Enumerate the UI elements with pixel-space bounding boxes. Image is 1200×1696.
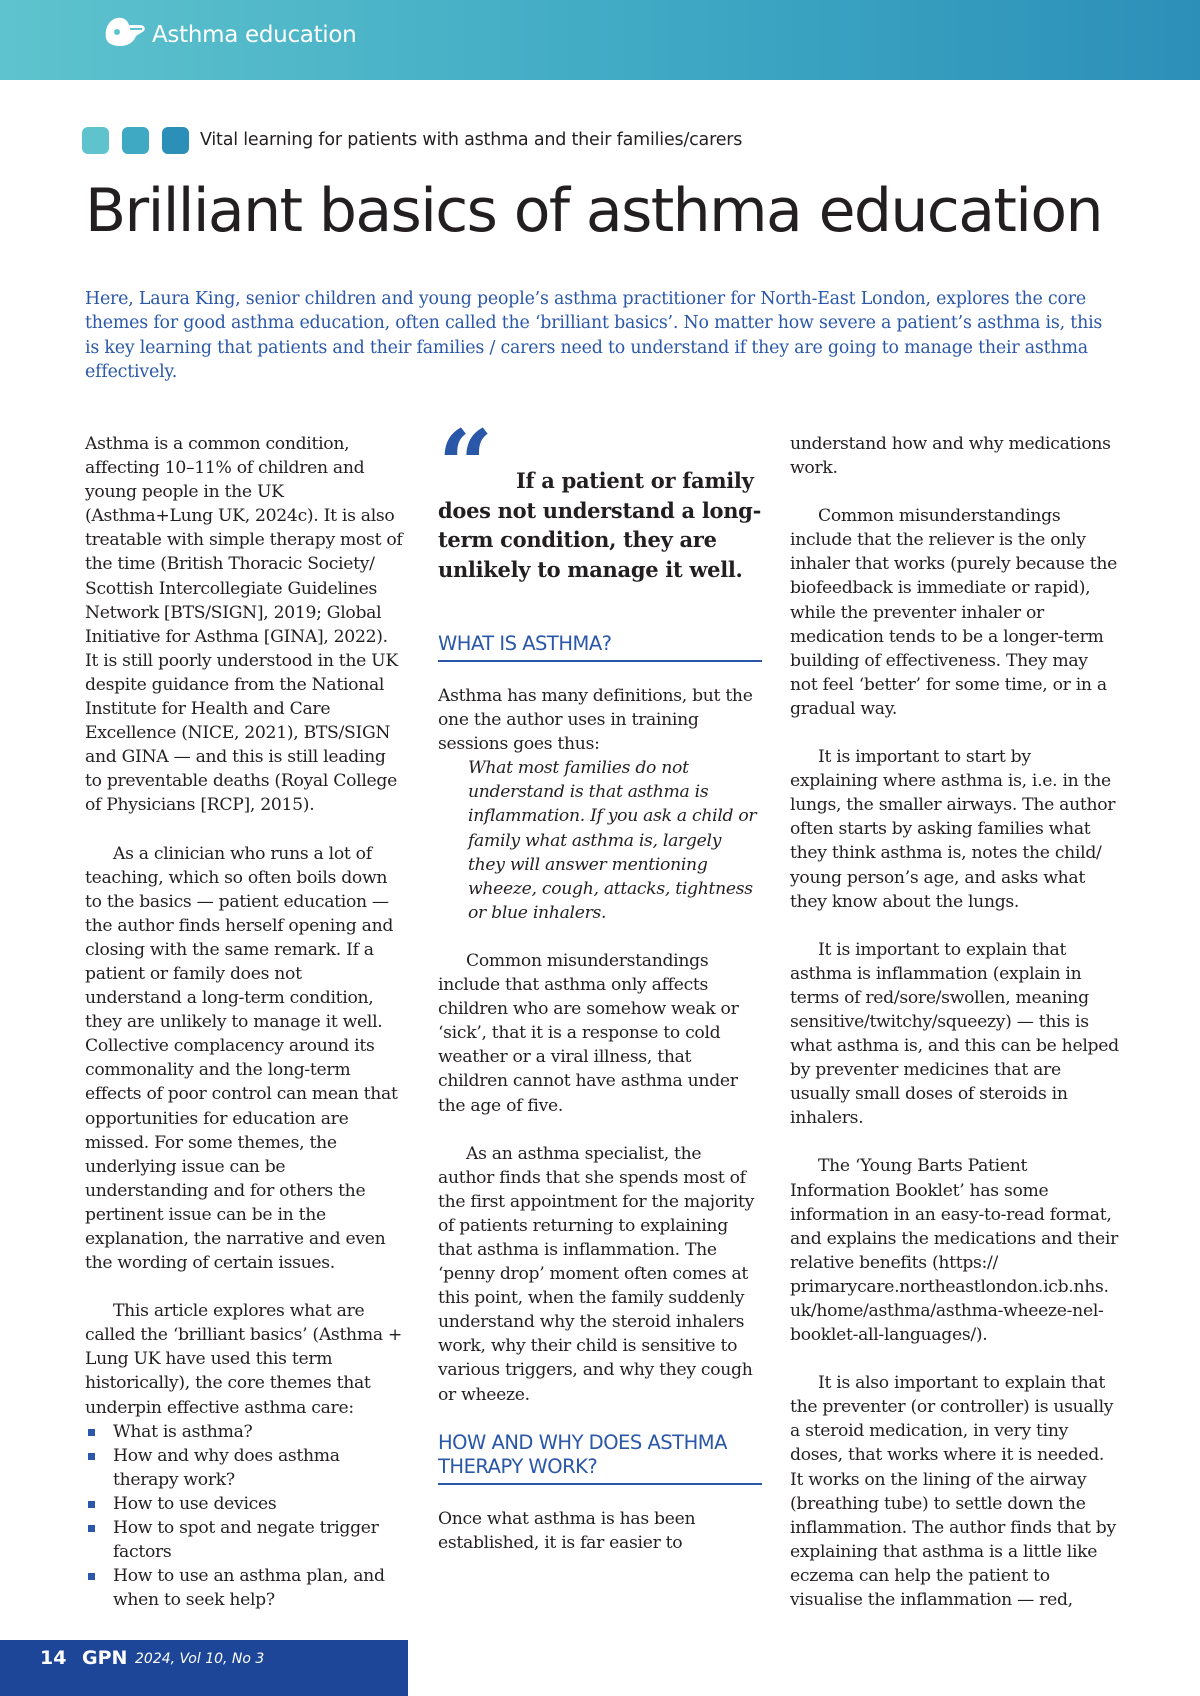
kicker-square-1 bbox=[82, 127, 109, 154]
kicker-square-2 bbox=[122, 127, 149, 154]
quote-mark-icon: “ bbox=[438, 409, 493, 522]
pull-quote-text: If a patient or family does not understand a long-term condition, they are unlikely to manage it well. bbox=[438, 468, 761, 582]
paragraph: Asthma has many definitions, but the one the author uses in training sessions goes thus: bbox=[438, 686, 753, 755]
paragraph: Asthma is a common condition, affecting 10–11% of children and young people in the UK (Asthma+Lung UK, 2024c). It is also treatable with simple therapy most of the time (British Thoracic Society/ Scottish Intercollegiate Guidelines Network [BTS/SIGN], 2019; Global Initiative for Asthma [GINA], 2022). It is still poorly understood in the UK despite guidance from the National Institute for Health and Care Excellence (NICE, 2021), BTS/SIGN and GINA — and this is still leading to preventable deaths (Royal College of Physicians [RCP], 2015). bbox=[85, 434, 403, 816]
pull-quote bbox=[438, 409, 762, 632]
paragraph: Common misunderstandings include that the reliever is the only inhaler that works (purely because the biofeedback is immediate or rapid), while the preventer inhaler or medication tends to be a longer-term building of effectiveness. They may not feel ‘better’ for some time, or in a gradual way. bbox=[790, 506, 1117, 719]
list-item: How to use devices bbox=[85, 1492, 403, 1516]
issue-info: 2024, Vol 10, No 3 bbox=[135, 1651, 265, 1667]
kicker-square-3 bbox=[162, 127, 189, 154]
list-item: How to use an asthma plan, and when to seek help? bbox=[85, 1564, 403, 1612]
inhaler-icon bbox=[100, 12, 148, 50]
standfirst: Here, Laura King, senior children and young people’s asthma practitioner for North-East London, explores the core themes for good asthma education, often called the ‘brilliant basics’. No matter how severe a patient’s asthma is, this is key learning that patients and their families / carers need to understand if they are going to manage their asthma effectively. bbox=[85, 289, 1103, 382]
kicker-text: Vital learning for patients with asthma and their families/carers bbox=[200, 130, 743, 150]
paragraph: This article explores what are called the ‘brilliant basics’ (Asthma + Lung UK have used this term historically), the core themes that underpin effective asthma care: bbox=[85, 1301, 403, 1418]
page-number: 14 bbox=[40, 1647, 67, 1669]
column-3 bbox=[790, 432, 1120, 1636]
list-item: How to spot and negate trigger factors bbox=[85, 1516, 403, 1564]
paragraph: The ‘Young Barts Patient Information Booklet’ has some information in an easy-to-read format, and explains the medications and their relative benefits (https:// primarycare.northeastlondon.icb.nhs. uk/home/asthma/asthma-wheeze-nel-booklet-all-languages/). bbox=[790, 1156, 1119, 1346]
paragraph: Once what asthma is has been established, it is far easier to bbox=[438, 1508, 696, 1553]
paragraph: It is important to explain that asthma is inflammation (explain in terms of red/sore/swollen, meaning sensitive/twitchy/squeezy) — this is what asthma is, and this can be helped by preventer medicines that are usually small doses of steroids in inhalers. bbox=[790, 939, 1119, 1129]
column-2 bbox=[438, 409, 762, 1579]
list-item: What is asthma? bbox=[85, 1420, 403, 1444]
paragraph: It is also important to explain that the preventer (or controller) is usually a steroid medication, in very tiny doses, that works where it is needed. It works on the lining of the airway (breathing tube) to settle down the inflammation. The author finds that by explaining that asthma is a little like eczema can help the patient to visualise the inflammation — red, bbox=[790, 1373, 1116, 1611]
column-1 bbox=[85, 432, 403, 1612]
article-title: Brilliant basics of asthma education bbox=[85, 176, 1102, 246]
core-themes-list bbox=[85, 1420, 403, 1613]
list-item: How and why does asthma therapy work? bbox=[85, 1444, 403, 1492]
block-quote: What most families do not understand is that asthma is inflammation. If you ask a child or family what asthma is, largely they will answer mentioning wheeze, cough, attacks, tightness or blue inhalers. bbox=[468, 758, 757, 923]
paragraph: As an asthma specialist, the author finds that she spends most of the first appointment for the majority of patients returning to explaining that asthma is inflammation. The ‘penny drop’ moment often comes at this point, when the family suddenly understand why the steroid inhalers work, why their child is sensitive to various triggers, and why they cough or wheeze. bbox=[438, 1143, 755, 1405]
journal-name: GPN bbox=[82, 1647, 128, 1669]
section-banner bbox=[0, 0, 1200, 80]
paragraph: As a clinician who runs a lot of teaching, which so often boils down to the basics — patient education — the author finds herself opening and closing with the same remark. If a patient or family does not understand a long-term condition, they are unlikely to manage it well. Collective complacency around its commonality and the long-term effects of poor control can mean that opportunities for education are missed. For some themes, the underlying issue can be understanding and for others the pertinent issue can be in the explanation, the narrative and even the wording of certain issues. bbox=[85, 843, 398, 1274]
section-heading-therapy: HOW AND WHY DOES ASTHMA THERAPY WORK? bbox=[438, 1431, 762, 1485]
paragraph: It is important to start by explaining where asthma is, i.e. in the lungs, the smaller airways. The author often starts by asking families what they think asthma is, notes the child/ young person’s age, and asks what they know about the lungs. bbox=[790, 747, 1116, 912]
section-heading-what-is-asthma: WHAT IS ASTHMA? bbox=[438, 632, 762, 662]
section-title: Asthma education bbox=[152, 22, 357, 48]
paragraph: understand how and why medications work. bbox=[790, 434, 1111, 479]
paragraph: Common misunderstandings include that asthma only affects children who are somehow weak or ‘sick’, that it is a response to cold weather or a viral illness, that children cannot have asthma under the age of five. bbox=[438, 950, 739, 1116]
kicker bbox=[82, 127, 742, 153]
